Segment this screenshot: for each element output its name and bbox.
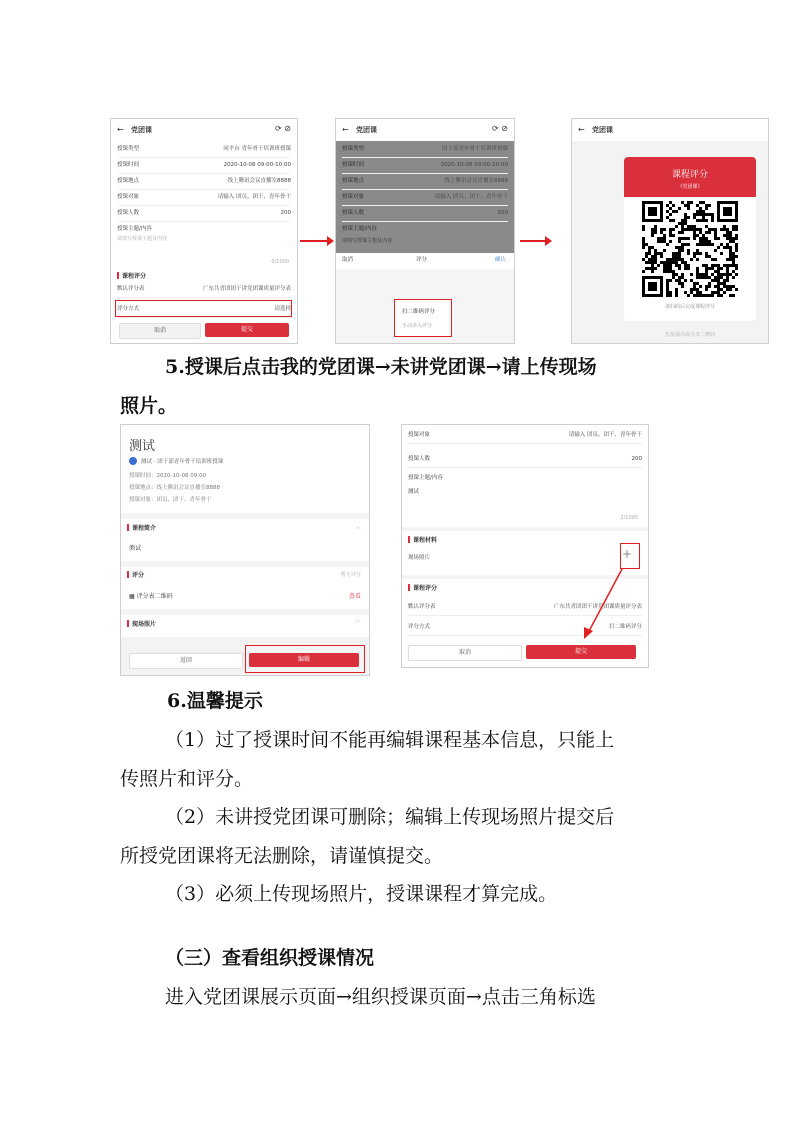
screenshot-course-detail — [120, 424, 370, 676]
divider — [121, 513, 369, 519]
form-row-time: 授课时间 2020-10-08 09:00-10:00 — [342, 157, 508, 174]
card-title: 课程评分 — [671, 170, 708, 180]
form-row-audience[interactable]: 授课对象 请输入 团员、团干、青年骨干 — [117, 189, 291, 206]
tip2-line1: （2）未讲授党团课可删除；编辑上传现场照片提交后 — [165, 806, 615, 828]
section-intro: 课程简介 — [127, 523, 156, 532]
form-row-audience[interactable]: 授课对象 请输入 团员、团干、青年骨干 — [408, 427, 642, 444]
intro-text: 测试 — [129, 545, 142, 552]
form-row-type: 授课类型 团干部青年骨干培训班授课 — [342, 141, 508, 158]
option-manual-rating[interactable]: 手动录入评分 — [402, 323, 433, 329]
qr-code-image[interactable] — [642, 201, 738, 297]
expand-icon[interactable]: ﹀ — [354, 620, 361, 627]
section-photos: 现场照片 — [127, 619, 156, 628]
qr-caption: 请扫码后完成课程评分 — [664, 304, 715, 310]
last-line: 进入党团课展示页面→组织授课页面→点击三角标选 — [165, 986, 596, 1008]
info-audience: 授课对象：团员、团干、青年骨干 — [129, 497, 212, 503]
step5-line1: 5.授课后点击我的党团课→未讲党团课→请上传现场 — [165, 356, 597, 378]
pointer-arrow-icon — [578, 565, 628, 641]
back-arrow-icon[interactable]: ← — [117, 125, 124, 134]
theme-placeholder: 请填写授课主题及内容 — [342, 238, 393, 244]
rating-method-row[interactable]: 评分方式 扫二维码评分 — [408, 619, 642, 636]
theme-label: 授课主题/内容 — [408, 475, 443, 481]
form-row-type[interactable]: 授课类型 同平台 青年骨干培训班授课 — [117, 141, 291, 158]
form-row-location: 授课地点 线上腾讯会议直播室8888 — [342, 173, 508, 190]
form-row-count: 授课人数 200 — [342, 205, 508, 222]
step5-line2: 照片。 — [120, 395, 178, 417]
rating-table-row[interactable]: 默认评分表 广东共青团团干讲党团课质量评分表 — [117, 281, 291, 298]
form-row-count[interactable]: 授课人数 200 — [117, 205, 291, 222]
section-rating: 课程评分 — [117, 271, 146, 280]
rating-status: 暂无评分 — [340, 572, 361, 578]
header — [336, 119, 514, 141]
avatar — [129, 457, 137, 465]
tip1-line2: 传照片和评分。 — [120, 768, 254, 790]
screenshot-rating-picker — [335, 118, 515, 344]
form-row-location[interactable]: 授课地点 线上腾讯会议直播室8888 — [117, 173, 291, 190]
form-row-theme[interactable]: 授课主题/内容 — [117, 226, 152, 232]
submit-button[interactable]: 提交 — [205, 323, 289, 337]
org-line: 测试 · 团干部青年骨干培训班授课 — [141, 459, 224, 465]
screenshot-qr-code — [571, 118, 769, 344]
option-qr-rating[interactable]: 扫二维码评分 — [402, 309, 436, 315]
rating-item-label: 评分表二维码 — [136, 593, 173, 600]
sheet-confirm-button[interactable]: 确认 — [494, 257, 506, 263]
add-photo-icon[interactable]: + — [622, 547, 633, 561]
divider — [121, 609, 369, 615]
highlight-rating-method — [115, 300, 292, 317]
rating-item[interactable] — [129, 591, 173, 600]
info-location: 授课地点：线上腾讯会议直播室8888 — [129, 485, 220, 491]
course-title: 测试 — [129, 439, 156, 454]
header — [111, 119, 297, 141]
submit-button[interactable]: 提交 — [526, 645, 636, 659]
theme-value[interactable]: 测试 — [408, 489, 420, 495]
sheet-cancel-button[interactable]: 取消 — [342, 257, 354, 263]
qr-card — [624, 157, 756, 321]
theme-placeholder: 请填写授课主题及内容 — [117, 236, 168, 242]
tip2-line2: 所授党团课将无法删除，请谨慎提交。 — [120, 845, 444, 867]
back-arrow-icon[interactable]: ← — [578, 125, 585, 134]
section-materials: 课程材料 — [408, 535, 437, 544]
sheet-title: 评分 — [416, 257, 428, 263]
cancel-button[interactable]: 取消 — [408, 645, 522, 661]
rating-table-row[interactable]: 默认评分表 广东共青团团干讲党团课质量评分表 — [408, 599, 642, 616]
divider — [402, 527, 648, 531]
form-row-count[interactable]: 授课人数 200 — [408, 451, 642, 468]
char-counter: 0/1000 — [271, 259, 289, 265]
back-button[interactable]: 返回 — [129, 653, 243, 669]
collapse-icon[interactable]: ︿ — [354, 524, 361, 531]
tips-heading: 6.温馨提示 — [167, 690, 263, 712]
flow-arrow-1 — [300, 240, 328, 242]
qr-card-header — [624, 157, 756, 197]
photos-label: 现场照片 — [408, 555, 431, 561]
divider — [121, 561, 369, 567]
view-link[interactable]: 查看 — [348, 593, 361, 600]
back-arrow-icon[interactable]: ← — [342, 125, 349, 134]
screenshot-course-form — [110, 118, 298, 344]
highlight-edit-button — [245, 645, 365, 673]
qr-small-icon: ▦ — [129, 593, 135, 600]
card-subtitle: 《党团课》 — [677, 184, 703, 190]
flow-arrow-2 — [520, 240, 546, 242]
info-time: 授课时间：2020-10-08 09:00 — [129, 473, 207, 479]
bottom-sheet-header — [336, 253, 514, 267]
refresh-icon[interactable]: ⟳ ⊘ — [492, 124, 508, 133]
edit-button[interactable]: 编辑 — [249, 653, 359, 667]
section-rating: 课程评分 — [408, 583, 437, 592]
header-title: 党团课 — [592, 126, 613, 134]
highlight-rating-options — [394, 299, 452, 337]
section-rating: 评分 — [127, 570, 144, 579]
section3-heading: （三）查看组织授课情况 — [165, 947, 375, 969]
char-counter: 2/1000 — [620, 515, 638, 521]
footer-note: 长按保存或分享二维码 — [664, 332, 715, 338]
header-title: 党团课 — [131, 126, 152, 134]
form-row-theme: 授课主题/内容 — [342, 226, 377, 232]
screenshot-upload-photos — [401, 424, 649, 668]
header — [572, 119, 768, 141]
header-title: 党团课 — [356, 126, 377, 134]
form-row-time[interactable]: 授课时间 2020-10-08 09:00-10:00 — [117, 157, 291, 174]
cancel-button[interactable]: 取消 — [119, 323, 201, 339]
org-name: 测试 — [141, 459, 153, 465]
tip3: （3）必须上传现场照片，授课课程才算完成。 — [165, 883, 558, 905]
tip1-line1: （1）过了授课时间不能再编辑课程基本信息，只能上 — [165, 729, 615, 751]
refresh-icon[interactable]: ⟳ ⊘ — [275, 124, 291, 133]
rating-method-row[interactable]: 评分方式 请选择 — [117, 301, 291, 318]
org-detail: 团干部青年骨干培训班授课 — [157, 459, 224, 465]
form-row-audience: 授课对象 请输入 团员、团干、青年骨干 — [342, 189, 508, 206]
